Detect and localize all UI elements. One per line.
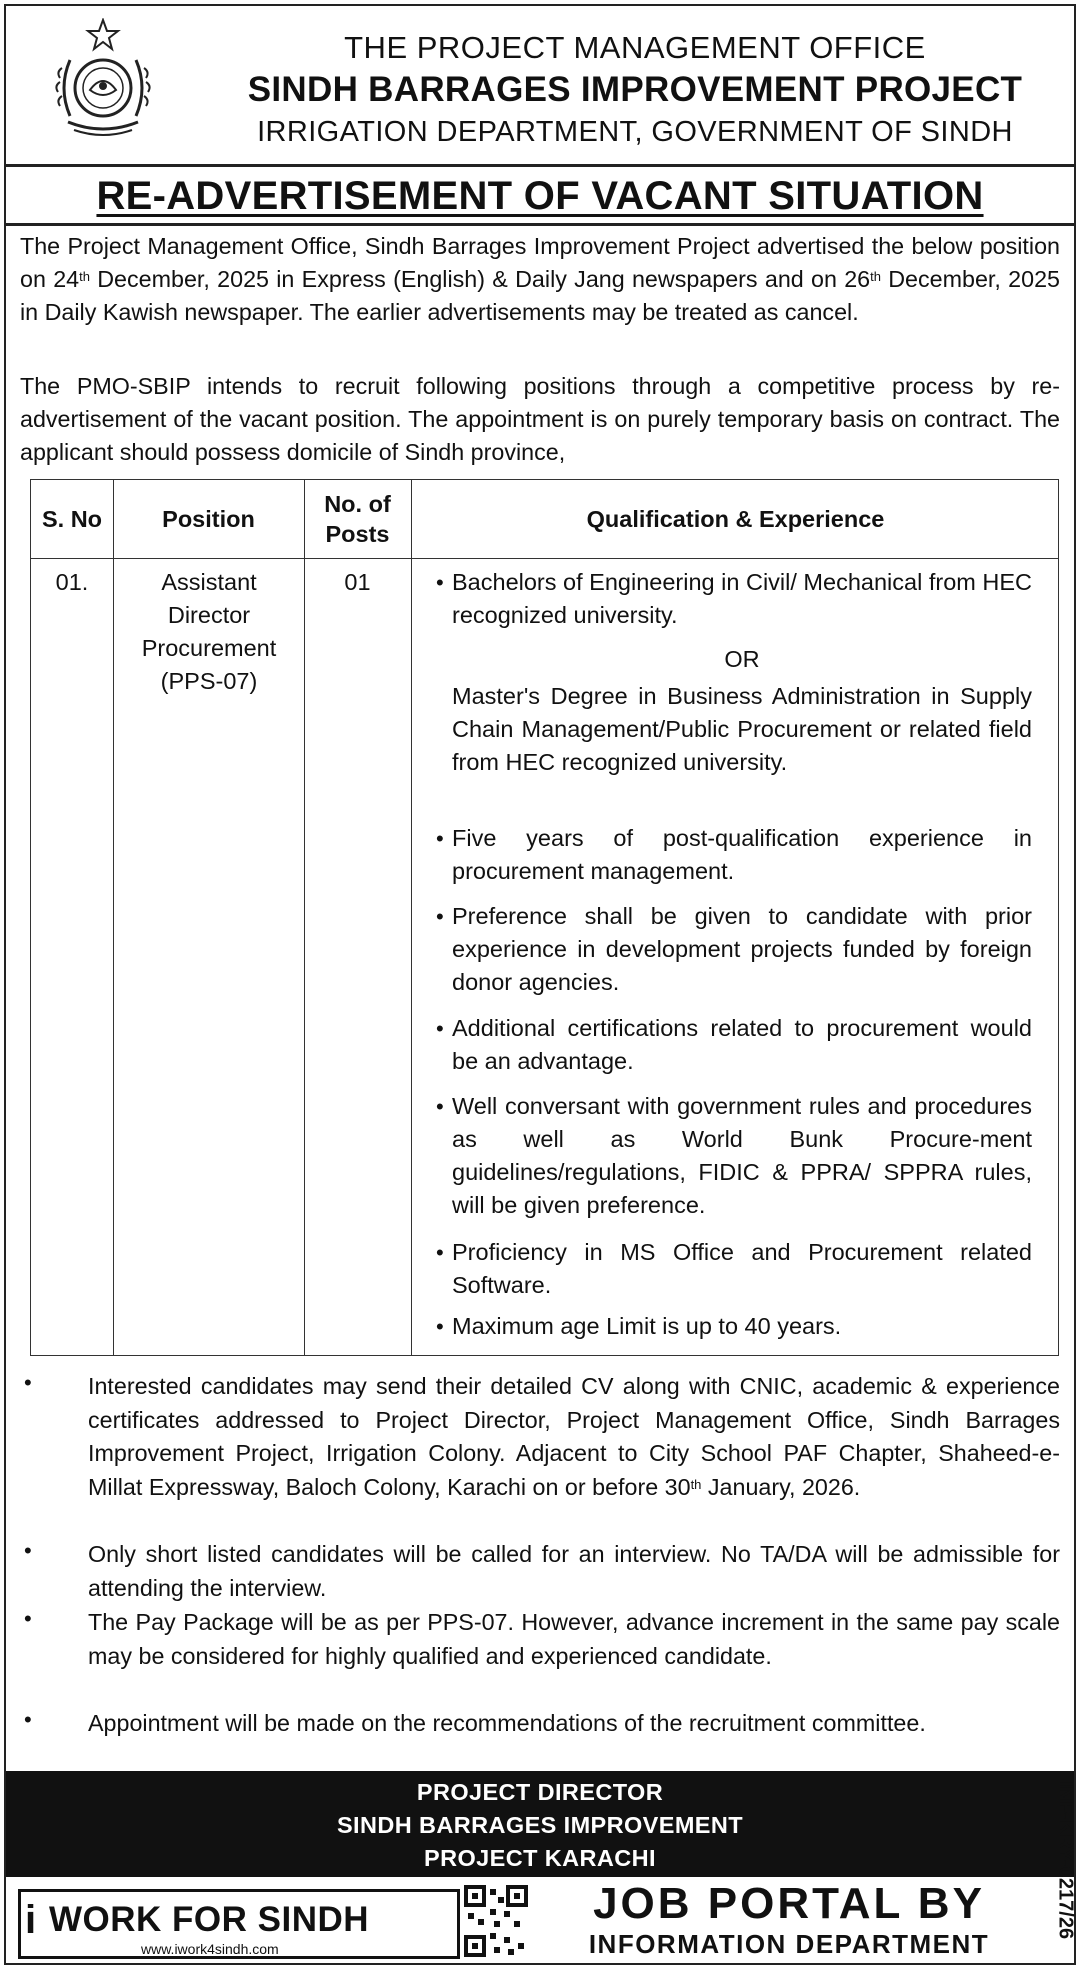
intro-text: December, 2025 in Daily Kawish newspaper. The earlier advertisements may be treated as cancel. xyxy=(20,266,1060,325)
signatory-block xyxy=(6,1771,1074,1877)
header-position: Position xyxy=(162,506,255,532)
advertisement-title: RE-ADVERTISEMENT OF VACANT SITUATION xyxy=(96,174,984,218)
bullet-icon xyxy=(436,1012,444,1045)
bullet-icon xyxy=(436,566,444,599)
bullet-icon xyxy=(24,1538,32,1564)
header-divider xyxy=(31,558,1058,559)
qualification-age-limit: Maximum age Limit is up to 40 years. xyxy=(452,1313,842,1339)
column-divider xyxy=(113,480,114,1355)
advertisement-code-text: INF-KRY-0217/26 xyxy=(1054,1780,1077,1940)
note-application xyxy=(88,1370,1060,1504)
qualification-preference: Preference shall be given to candidate with prior experience in development projects funded by foreign donor agencies. xyxy=(452,903,1032,995)
header-qualification: Qualification & Experience xyxy=(586,506,885,532)
bullet-icon xyxy=(436,822,444,855)
qualification-certifications: Additional certifications related to procurement would be an advantage. xyxy=(452,1015,1032,1074)
government-of-sindh-seal-icon xyxy=(48,18,158,150)
header-sno: S. No xyxy=(41,506,103,532)
row-position: Assistant Director Procurement (PPS-07) xyxy=(141,569,277,694)
note-pay-package: The Pay Package will be as per PPS-07. However, advance increment in the same pay scale may be considered for highly qualified and experienced candidate. xyxy=(88,1609,1060,1669)
intro-text: The Project Management Office, Sindh Barrages Improvement Project advertised the below position on 24 xyxy=(20,233,1060,292)
iwork-name: WORK FOR SINDH xyxy=(49,1900,370,1939)
header-posts: No. of Posts xyxy=(324,491,391,547)
advertisement-page xyxy=(4,4,1076,1965)
row-posts: 01 xyxy=(344,569,371,595)
qualification-degree: Bachelors of Engineering in Civil/ Mechanical from HEC recognized university. xyxy=(452,569,1032,628)
qualification-masters: Master's Degree in Business Administration in Supply Chain Management/Public Procurement or related field from HEC recognized university. xyxy=(452,683,1032,775)
bullet-icon xyxy=(436,1310,444,1343)
intro-paragraph-1 xyxy=(20,230,1060,329)
bullet-icon xyxy=(24,1370,32,1396)
job-portal-banner xyxy=(6,1877,1074,1963)
intro-paragraph-2: The PMO-SBIP intends to recruit following positions through a competitive process by re-advertisement of the vacant position. The appointment is on purely temporary basis on contract. The applicant should possess domicile of Sindh province, xyxy=(20,373,1060,465)
note-text: Interested candidates may send their detailed CV along with CNIC, academic & experience certificates addressed to Project Director, Project Management Office, Sindh Barrages Improvement Project, Irrigation Colony. Adjacent to City School PAF Chapter, Shaheed-e-Millat Expressway, Baloch Colony, Karachi on or before 30 xyxy=(88,1373,1060,1500)
ordinal-suffix: th xyxy=(79,269,90,284)
ordinal-suffix: th xyxy=(690,1476,702,1492)
bullet-icon xyxy=(24,1606,32,1632)
qualification-or: OR xyxy=(724,646,760,672)
job-portal-heading: JOB PORTAL BY xyxy=(593,1879,985,1928)
qualification-rules: Well conversant with government rules and procedures as well as World Bunk Procure-ment guidelines/regulations, FIDIC & PPRA/ SPPRA rules, will be given preference. xyxy=(452,1093,1032,1218)
qr-code-icon xyxy=(464,1885,528,1957)
positions-table xyxy=(30,479,1059,1356)
bullet-icon xyxy=(436,1236,444,1269)
signatory-location: PROJECT KARACHI xyxy=(424,1845,656,1871)
signatory-org: SINDH BARRAGES IMPROVEMENT xyxy=(336,1812,743,1838)
header xyxy=(6,6,1074,164)
office-name: THE PROJECT MANAGEMENT OFFICE xyxy=(344,30,926,65)
iwork-for-sindh-logo xyxy=(18,1889,460,1959)
qualification-ms-office: Proficiency in MS Office and Procurement related Software. xyxy=(452,1239,1032,1298)
advertisement-title-bar xyxy=(6,164,1074,226)
bullet-icon xyxy=(436,1090,444,1123)
column-divider xyxy=(411,480,412,1355)
note-text: January, 2026. xyxy=(701,1473,861,1500)
note-shortlist: Only short listed candidates will be called for an interview. No TA/DA will be admissible for attending the interview. xyxy=(88,1541,1060,1601)
bullet-icon xyxy=(24,1707,32,1733)
bullet-icon xyxy=(436,900,444,933)
advertisement-code xyxy=(1050,1770,1080,1950)
note-appointment: Appointment will be made on the recommendations of the recruitment committee. xyxy=(88,1710,926,1736)
ordinal-suffix: th xyxy=(870,269,881,284)
project-name: SINDH BARRAGES IMPROVEMENT PROJECT xyxy=(247,70,1023,109)
intro-text: December, 2025 in Express (English) & Daily Jang newspapers and on 26 xyxy=(89,266,871,292)
column-divider xyxy=(304,480,305,1355)
information-department: INFORMATION DEPARTMENT xyxy=(588,1929,990,1959)
row-sno: 01. xyxy=(55,569,89,595)
iwork-url[interactable]: www.iwork4sindh.com xyxy=(141,1941,279,1957)
department-name: IRRIGATION DEPARTMENT, GOVERNMENT OF SINDH xyxy=(257,116,1013,148)
signatory-title: PROJECT DIRECTOR xyxy=(416,1779,664,1805)
qualification-experience: Five years of post-qualification experience in procurement management. xyxy=(452,825,1032,884)
iwork-i-icon: i xyxy=(25,1898,37,1942)
